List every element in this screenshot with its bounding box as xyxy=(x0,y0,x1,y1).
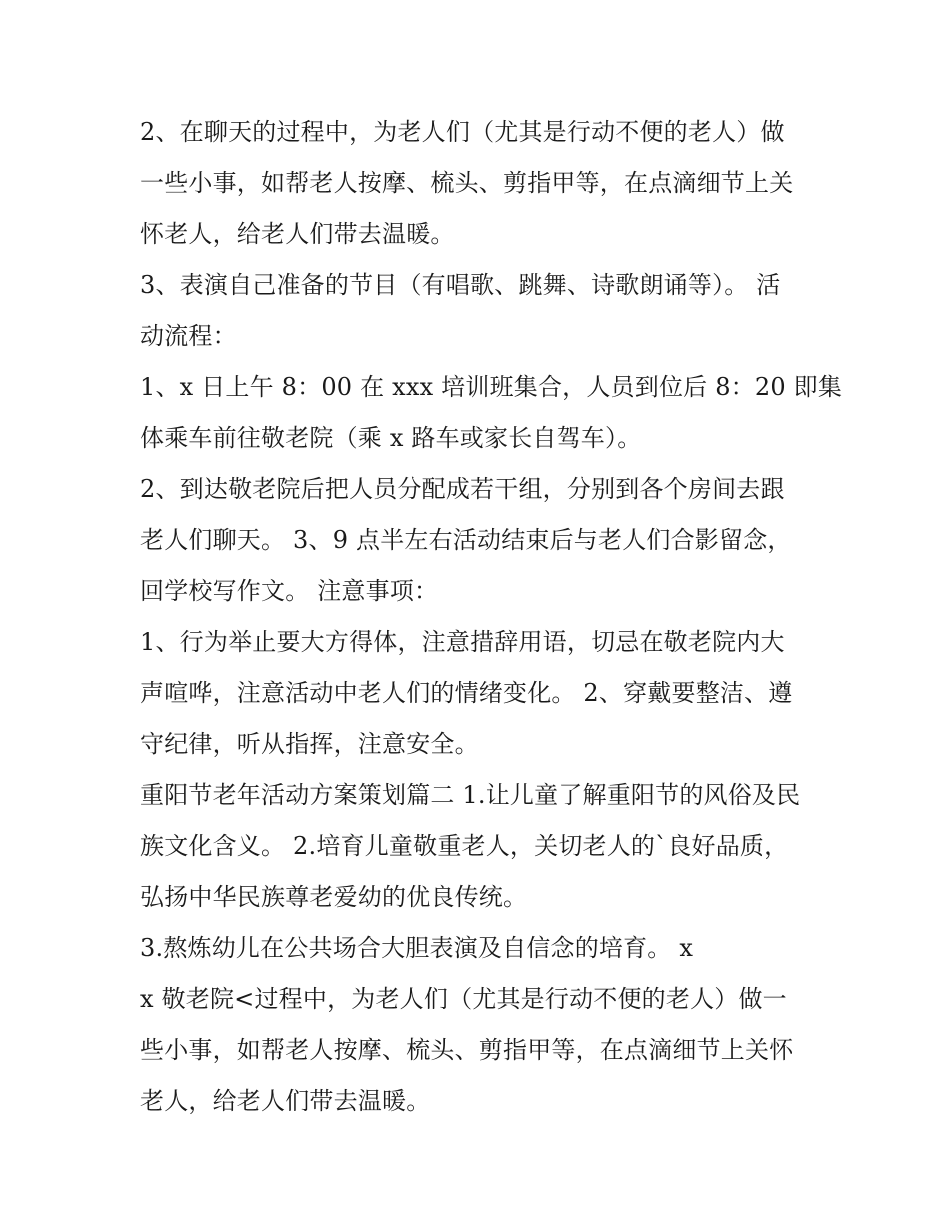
text-line: 族文化含义。 2.培育儿童敬重老人，关切老人的`良好品质， xyxy=(140,832,789,860)
text-line: 2、在聊天的过程中，为老人们（尤其是行动不便的老人）做 xyxy=(140,118,785,146)
text-line: 怀老人，给老人们带去温暖。 xyxy=(140,220,455,248)
text-line: 弘扬中华民族尊老爱幼的优良传统。 xyxy=(140,883,528,911)
text-line: 3.熬炼幼儿在公共场合大胆表演及自信念的培育。 x xyxy=(140,934,694,962)
text-line: 重阳节老年活动方案策划篇二 1.让儿童了解重阳节的风俗及民 xyxy=(140,781,801,809)
text-line: 1、x 日上午 8：00 在 xxx 培训班集合，人员到位后 8：20 即集 xyxy=(140,373,843,401)
text-line: 守纪律，听从指挥，注意安全。 xyxy=(140,730,479,758)
text-line: x 敬老院<过程中，为老人们（尤其是行动不便的老人）做一 xyxy=(140,985,787,1013)
text-line: 一些小事，如帮老人按摩、梳头、剪指甲等，在点滴细节上关 xyxy=(140,169,794,197)
text-line: 回学校写作文。 注意事项： xyxy=(140,577,439,605)
text-line: 声喧哗，注意活动中老人们的情绪变化。 2、穿戴要整洁、遵 xyxy=(140,679,793,707)
text-line: 2、到达敬老院后把人员分配成若干组，分别到各个房间去跟 xyxy=(140,475,785,503)
document-body xyxy=(140,107,843,1127)
text-line: 1、行为举止要大方得体，注意措辞用语，切忌在敬老院内大 xyxy=(140,628,785,656)
text-line: 体乘车前往敬老院（乘 x 路车或家长自驾车）。 xyxy=(140,424,642,452)
text-line: 老人，给老人们带去温暖。 xyxy=(140,1087,431,1115)
text-line: 动流程： xyxy=(140,322,237,350)
text-line: 些小事，如帮老人按摩、梳头、剪指甲等，在点滴细节上关怀 xyxy=(140,1036,794,1064)
text-line: 老人们聊天。 3、9 点半左右活动结束后与老人们合影留念， xyxy=(140,526,792,554)
text-line: 3、表演自己准备的节目（有唱歌、跳舞、诗歌朗诵等）。 活 xyxy=(140,271,781,299)
